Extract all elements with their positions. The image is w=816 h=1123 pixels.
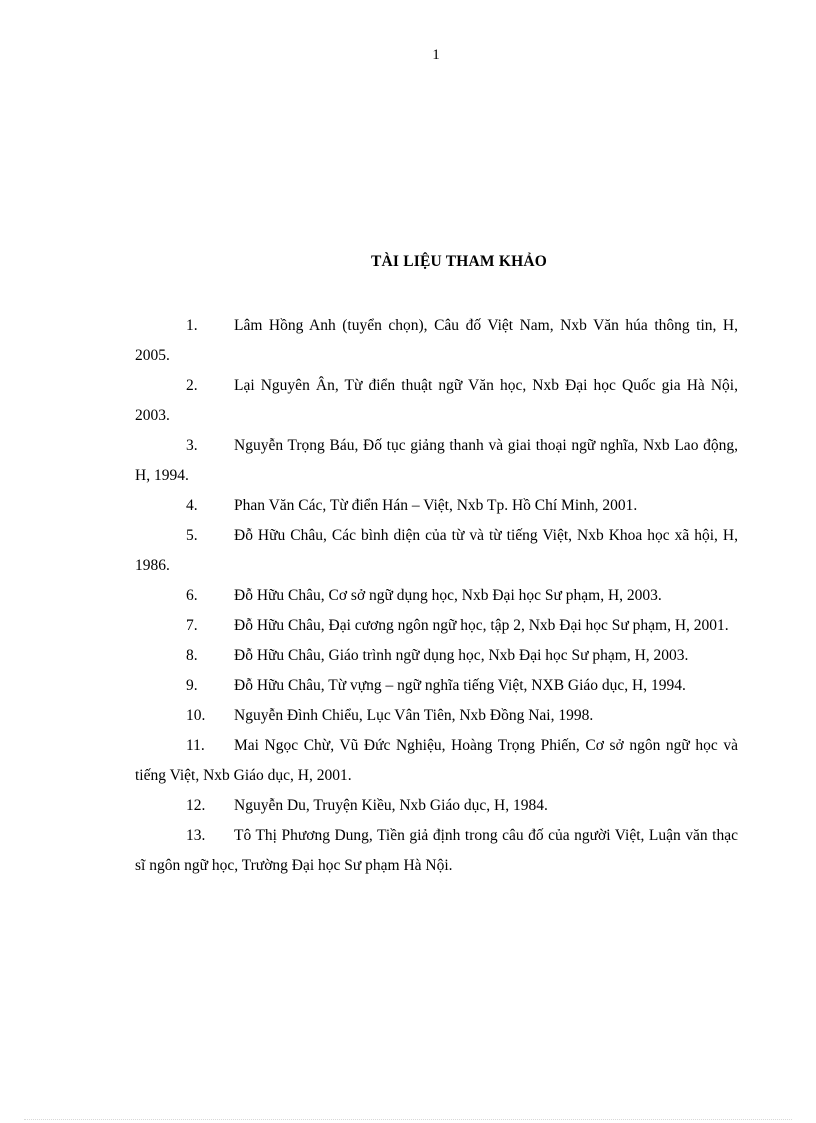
reference-text: Phan Văn Các, Từ điển Hán – Việt, Nxb Tp. Hồ Chí Minh, 2001.: [234, 497, 638, 514]
reference-text: Mai Ngọc Chừ, Vũ Đức Nghiệu, Hoàng Trọng Phiến, Cơ sở ngôn ngữ học và tiếng Việt, Nxb Giáo dục, H, 2001.: [135, 737, 738, 784]
reference-number: 11.: [186, 737, 205, 754]
reference-number: 4.: [186, 497, 198, 514]
reference-number: 1.: [186, 317, 198, 334]
reference-item: [135, 581, 738, 611]
reference-number: 3.: [186, 437, 198, 454]
reference-text: Nguyễn Du, Truyện Kiều, Nxb Giáo dục, H, 1984.: [234, 797, 548, 814]
reference-number: 12.: [186, 797, 206, 814]
reference-number: 6.: [186, 587, 198, 604]
reference-number: 5.: [186, 527, 198, 544]
page-title: TÀI LIỆU THAM KHẢO: [371, 253, 547, 270]
reference-item: [135, 311, 738, 371]
reference-text: Đỗ Hữu Châu, Đại cương ngôn ngữ học, tập 2, Nxb Đại học Sư phạm, H, 2001.: [234, 617, 729, 634]
reference-item: [135, 671, 738, 701]
reference-item: [135, 521, 738, 581]
reference-text: Đỗ Hữu Châu, Giáo trình ngữ dụng học, Nxb Đại học Sư phạm, H, 2003.: [234, 647, 689, 664]
reference-item: [135, 641, 738, 671]
reference-number: 7.: [186, 617, 198, 634]
reference-item: [135, 611, 738, 641]
reference-item: [135, 371, 738, 431]
reference-item: [135, 731, 738, 791]
reference-text: Nguyễn Đình Chiểu, Lục Vân Tiên, Nxb Đồng Nai, 1998.: [234, 707, 594, 724]
reference-text: Đỗ Hữu Châu, Cơ sở ngữ dụng học, Nxb Đại học Sư phạm, H, 2003.: [234, 587, 662, 604]
reference-number: 8.: [186, 647, 198, 664]
page-number: 1: [432, 47, 440, 63]
reference-text: Lại Nguyên Ân, Từ điển thuật ngữ Văn học, Nxb Đại học Quốc gia Hà Nội, 2003.: [135, 377, 738, 424]
reference-text: Đỗ Hữu Châu, Các bình diện của từ và từ tiếng Việt, Nxb Khoa học xã hội, H, 1986.: [135, 527, 738, 574]
reference-text: Tô Thị Phương Dung, Tiền giả định trong câu đố của người Việt, Luận văn thạc sĩ ngôn ngữ học, Trường Đại học Sư phạm Hà Nội.: [135, 827, 738, 874]
reference-text: Nguyễn Trọng Báu, Đố tục giảng thanh và giai thoại ngữ nghĩa, Nxb Lao động, H, 1994.: [135, 437, 738, 484]
reference-text: Đỗ Hữu Châu, Từ vựng – ngữ nghĩa tiếng Việt, NXB Giáo dục, H, 1994.: [234, 677, 686, 694]
reference-number: 10.: [186, 707, 206, 724]
reference-item: [135, 431, 738, 491]
reference-number: 9.: [186, 677, 198, 694]
reference-item: [135, 821, 738, 881]
reference-text: Lâm Hồng Anh (tuyển chọn), Câu đố Việt Nam, Nxb Văn húa thông tin, H, 2005.: [135, 317, 738, 364]
reference-item: [135, 791, 738, 821]
reference-item: [135, 701, 738, 731]
reference-list: [135, 311, 738, 881]
reference-item: [135, 491, 738, 521]
reference-number: 2.: [186, 377, 198, 394]
page-bottom-divider: [24, 1119, 792, 1120]
reference-number: 13.: [186, 827, 206, 844]
